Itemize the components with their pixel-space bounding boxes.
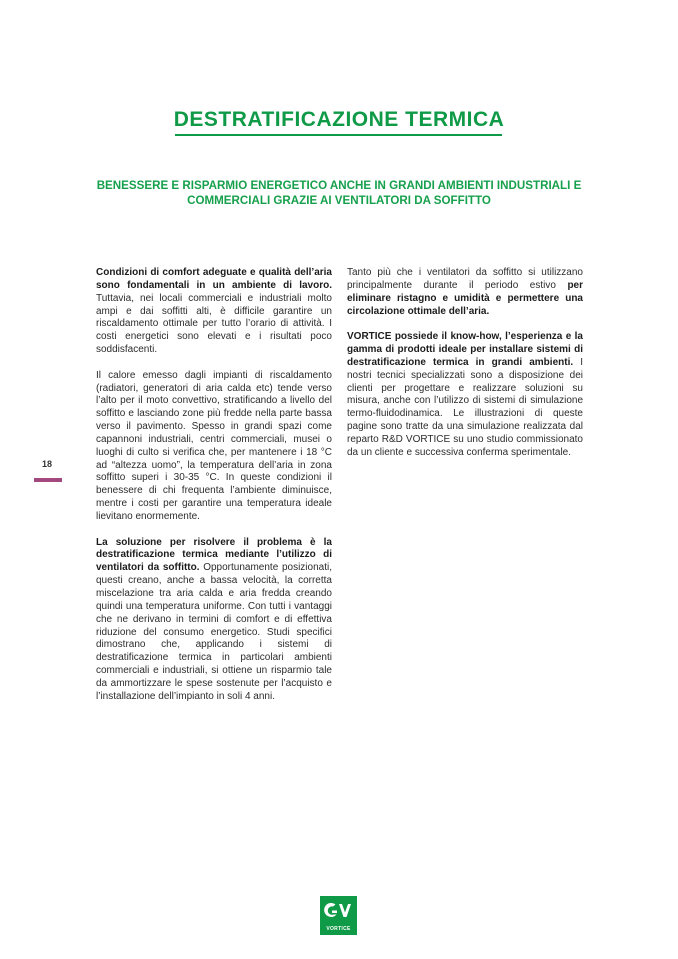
page-marker: [34, 478, 62, 482]
title-underline: [175, 134, 502, 136]
paragraph-2: [96, 370, 332, 524]
vortice-logo: [320, 896, 357, 935]
logo-text: VORTICE: [326, 926, 351, 932]
paragraph-5-bold: VORTICE possiede il know-how, l’esperienza e la gamma di prodotti ideale per installare sistemi di destratificazione termica in grandi ambienti.: [347, 331, 583, 368]
paragraph-3: [96, 537, 332, 704]
paragraph-4: [347, 267, 583, 318]
paragraph-4-text: Tanto più che i ventilatori da soffitto si utilizzano principalmente durante il periodo estivo: [347, 267, 583, 291]
paragraph-5-text: I nostri tecnici specializzati sono a disposizione dei clienti per progettare e realizzare soluzioni su misura, anche con l’utilizzo di sistemi di simulazione termo-fluidodinamica. Le illustrazioni di queste pagine sono tratte da una simulazione realizzata dal reparto R&D VORTICE su uno studio commissionato da un cliente e successiva conferma sperimentale.: [347, 356, 583, 458]
left-column: [96, 267, 332, 716]
page-number: 18: [42, 459, 53, 469]
paragraph-1-text: Tuttavia, nei locali commerciali e industriali molto ampi e dai soffitti alti, è difficile garantire un riscaldamento ottimale per tutto l’orario di attività. I costi energetici sono elevati e i risultati poco soddisfacenti.: [96, 292, 332, 356]
vortice-logo-icon: [320, 896, 357, 926]
right-column: [347, 267, 583, 472]
paragraph-2-text: Il calore emesso dagli impianti di riscaldamento (radiatori, generatori di aria calda etc) tende verso l’alto per il moto convettivo, stratificando a livello del soffitto e lasciando zone più fredde nella parte bassa verso il pavimento. Spesso in grandi spazi come capannoni industriali, centri commerciali, musei o luoghi di culto si verifica che, per mantenere i 18 °C ad “altezza uomo”, la temperatura dell’aria in zona soffitto superi i 30-35 °C. In queste condizioni il benessere di chi frequenta l’ambiente diminuisce, mentre i costi per garantire una temperatura ideale lievitano enormemente.: [96, 369, 332, 522]
page-title: DESTRATIFICAZIONE TERMICA: [173, 108, 505, 131]
paragraph-3-text: Opportunamente posizionati, questi creano, anche a bassa velocità, la corretta miscelazione tra aria calda e aria fredda creando quindi una temperatura uniforme. Con tutti i vantaggi che ne derivano in termini di comfort e di effettiva riduzione del consumo energetico. Studi specifici dimostrano che, applicando i sistemi di destratificazione termica in particolari ambienti commerciali e industriali, si ottiene un risparmio tale da ammortizzare le spese sostenute per l’acquisto e l’installazione dell’impianto in soli 4 anni.: [96, 562, 332, 702]
page-subtitle: BENESSERE E RISPARMIO ENERGETICO ANCHE IN GRANDI AMBIENTI INDUSTRIALI E COMMERCIALI GRAZIE AI VENTILATORI DA SOFFITTO: [96, 179, 582, 207]
paragraph-5: [347, 331, 583, 459]
paragraph-3-bold: La soluzione per risolvere il problema è la destratificazione termica mediante l’utilizzo di ventilatori da soffitto.: [96, 536, 332, 574]
paragraph-1: [96, 267, 332, 357]
paragraph-4-bold: per eliminare ristagno e umidità e permettere una circolazione ottimale dell’aria.: [347, 279, 583, 317]
paragraph-1-bold: Condizioni di comfort adeguate e qualità dell’aria sono fondamentali in un ambiente di lavoro.: [96, 267, 332, 291]
